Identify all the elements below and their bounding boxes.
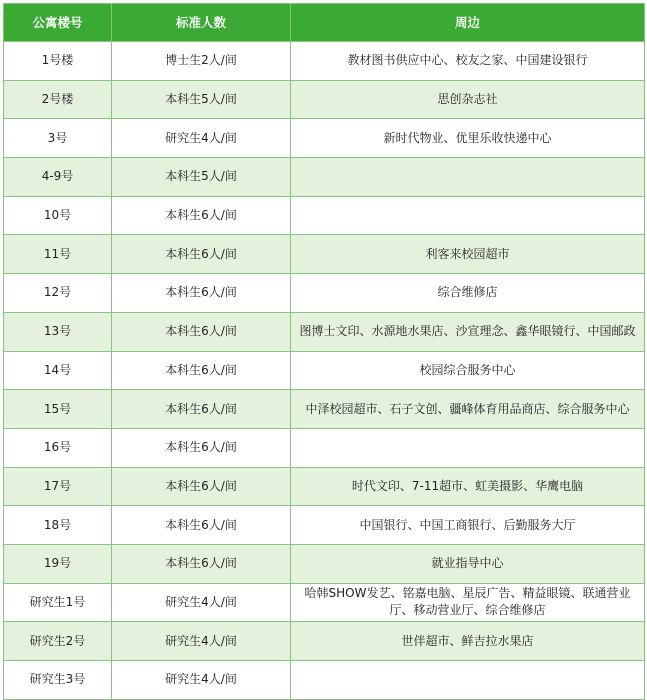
cell-surroundings: 思创杂志社 (291, 80, 645, 119)
table-row (4, 583, 645, 622)
cell-capacity: 本科生6人/间 (112, 351, 291, 390)
cell-capacity: 博士生2人/间 (112, 42, 291, 81)
table-row (4, 544, 645, 583)
cell-building: 11号 (4, 235, 112, 274)
cell-surroundings (291, 158, 645, 197)
cell-surroundings: 哈韩SHOW发艺、铭嘉电脑、星辰广告、精益眼镜、联通营业厅、移动营业厅、综合维修店 (291, 583, 645, 622)
cell-surroundings: 校园综合服务中心 (291, 351, 645, 390)
cell-capacity: 本科生6人/间 (112, 274, 291, 313)
cell-surroundings: 时代文印、7-11超市、虹美摄影、华鹰电脑 (291, 467, 645, 506)
table-row (4, 506, 645, 545)
cell-building: 10号 (4, 196, 112, 235)
table-row (4, 467, 645, 506)
cell-capacity: 研究生4人/间 (112, 119, 291, 158)
cell-building: 13号 (4, 312, 112, 351)
cell-building: 研究生1号 (4, 583, 112, 622)
cell-capacity: 本科生6人/间 (112, 544, 291, 583)
cell-surroundings: 综合维修店 (291, 274, 645, 313)
table-row (4, 661, 645, 700)
cell-capacity: 本科生5人/间 (112, 158, 291, 197)
cell-building: 研究生3号 (4, 661, 112, 700)
table-row (4, 158, 645, 197)
cell-surroundings: 中泽校园超市、石子文创、疆峰体育用品商店、综合服务中心 (291, 390, 645, 429)
cell-building: 16号 (4, 428, 112, 467)
cell-surroundings: 中国银行、中国工商银行、后勤服务大厅 (291, 506, 645, 545)
cell-building: 18号 (4, 506, 112, 545)
cell-capacity: 本科生6人/间 (112, 428, 291, 467)
table-row (4, 80, 645, 119)
table-row (4, 235, 645, 274)
table-body (4, 42, 645, 700)
cell-building: 3号 (4, 119, 112, 158)
cell-surroundings: 新时代物业、优里乐收快递中心 (291, 119, 645, 158)
cell-capacity: 研究生4人/间 (112, 583, 291, 622)
cell-building: 1号楼 (4, 42, 112, 81)
table-row (4, 622, 645, 661)
cell-capacity: 研究生4人/间 (112, 622, 291, 661)
cell-building: 12号 (4, 274, 112, 313)
table-row (4, 42, 645, 81)
cell-surroundings: 就业指导中心 (291, 544, 645, 583)
header-surroundings: 周边 (291, 4, 645, 42)
table-row (4, 119, 645, 158)
cell-building: 14号 (4, 351, 112, 390)
cell-capacity: 本科生6人/间 (112, 506, 291, 545)
cell-surroundings: 利客来校园超市 (291, 235, 645, 274)
cell-capacity: 本科生6人/间 (112, 390, 291, 429)
cell-building: 研究生2号 (4, 622, 112, 661)
cell-surroundings: 教材图书供应中心、校友之家、中国建设银行 (291, 42, 645, 81)
table-header-row (4, 4, 645, 42)
cell-surroundings (291, 661, 645, 700)
cell-surroundings (291, 196, 645, 235)
cell-capacity: 本科生6人/间 (112, 312, 291, 351)
table-row (4, 196, 645, 235)
cell-building: 17号 (4, 467, 112, 506)
table-row (4, 274, 645, 313)
table-row (4, 390, 645, 429)
cell-surroundings (291, 428, 645, 467)
cell-capacity: 本科生6人/间 (112, 467, 291, 506)
cell-capacity: 本科生6人/间 (112, 196, 291, 235)
table-row (4, 428, 645, 467)
table-row (4, 351, 645, 390)
cell-building: 2号楼 (4, 80, 112, 119)
cell-surroundings: 图博士文印、水源地水果店、沙宣理念、鑫华眼镜行、中国邮政 (291, 312, 645, 351)
cell-building: 15号 (4, 390, 112, 429)
cell-capacity: 研究生4人/间 (112, 661, 291, 700)
cell-capacity: 本科生5人/间 (112, 80, 291, 119)
cell-building: 19号 (4, 544, 112, 583)
header-capacity: 标准人数 (112, 4, 291, 42)
cell-surroundings: 世伴超市、鲜吉拉水果店 (291, 622, 645, 661)
cell-building: 4-9号 (4, 158, 112, 197)
dormitory-table (3, 3, 645, 700)
header-building: 公寓楼号 (4, 4, 112, 42)
cell-capacity: 本科生6人/间 (112, 235, 291, 274)
table-row (4, 312, 645, 351)
